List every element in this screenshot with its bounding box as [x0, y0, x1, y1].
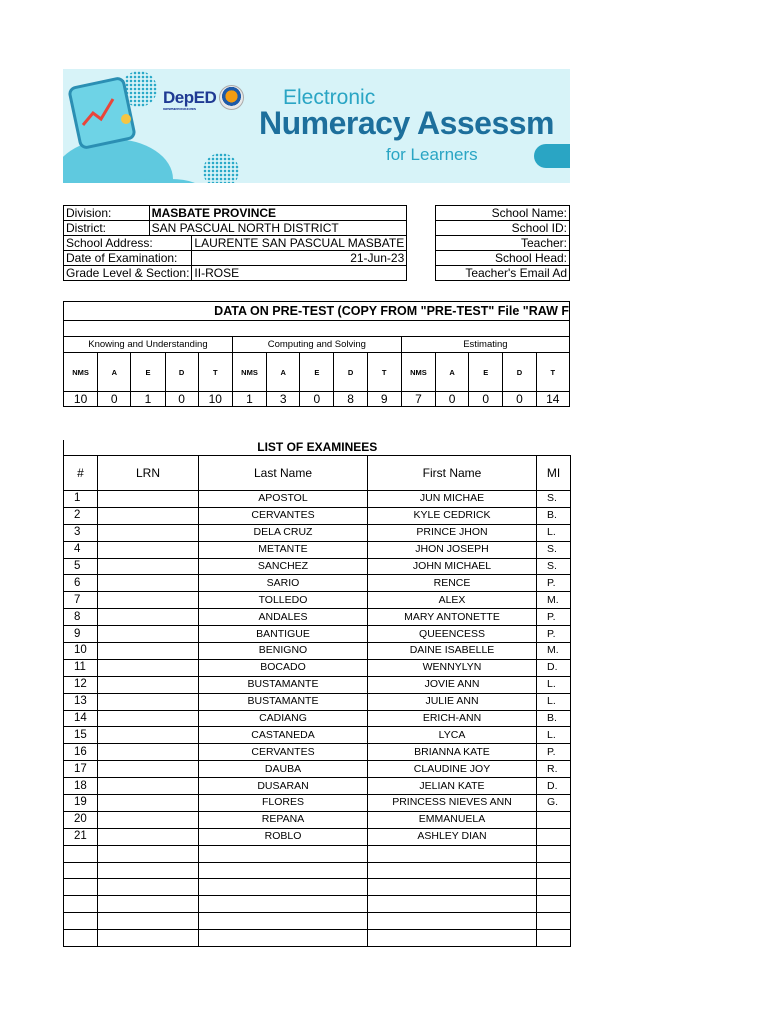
- lrn-cell[interactable]: [98, 507, 199, 524]
- mi-cell[interactable]: [537, 811, 571, 828]
- score-cell[interactable]: 7: [401, 392, 435, 407]
- first-name-cell[interactable]: JULIE ANN: [368, 693, 537, 710]
- mi-cell[interactable]: [537, 828, 571, 845]
- district-label: District:: [64, 221, 150, 236]
- header-first-name: First Name: [368, 456, 537, 491]
- header-number: #: [64, 456, 98, 491]
- table-row: [64, 507, 571, 524]
- header-banner: [63, 69, 570, 183]
- last-name-cell[interactable]: DUSARAN: [199, 778, 368, 795]
- header-last-name: Last Name: [199, 456, 368, 491]
- mi-cell[interactable]: M.: [537, 643, 571, 660]
- table-row: [64, 761, 571, 778]
- deped-seal-icon: [219, 85, 244, 110]
- row-number[interactable]: 10: [64, 643, 98, 660]
- last-name-cell[interactable]: METANTE: [199, 541, 368, 558]
- row-number[interactable]: 9: [64, 626, 98, 643]
- score-cell[interactable]: 10: [198, 392, 232, 407]
- col-label: E: [300, 353, 334, 392]
- first-name-cell[interactable]: PRINCESS NIEVES ANN: [368, 795, 537, 812]
- row-number[interactable]: 5: [64, 558, 98, 575]
- score-cell[interactable]: 9: [367, 392, 401, 407]
- first-name-cell[interactable]: WENNYLYN: [368, 659, 537, 676]
- lrn-cell[interactable]: [98, 811, 199, 828]
- table-row: [64, 896, 571, 913]
- row-number[interactable]: 7: [64, 592, 98, 609]
- first-name-cell[interactable]: EMMANUELA: [368, 811, 537, 828]
- last-name-cell[interactable]: BUSTAMANTE: [199, 693, 368, 710]
- mi-cell[interactable]: S.: [537, 558, 571, 575]
- lrn-cell[interactable]: [98, 659, 199, 676]
- row-number[interactable]: 11: [64, 659, 98, 676]
- mi-cell[interactable]: D.: [537, 659, 571, 676]
- table-row: [64, 659, 571, 676]
- first-name-cell[interactable]: ERICH-ANN: [368, 710, 537, 727]
- first-name-cell[interactable]: [368, 930, 537, 947]
- last-name-cell[interactable]: SANCHEZ: [199, 558, 368, 575]
- mi-cell[interactable]: P.: [537, 609, 571, 626]
- row-number[interactable]: 12: [64, 676, 98, 693]
- mi-cell[interactable]: M.: [537, 592, 571, 609]
- table-row: [64, 727, 571, 744]
- district-value[interactable]: SAN PASCUAL NORTH DISTRICT: [149, 221, 407, 236]
- lrn-cell[interactable]: [98, 761, 199, 778]
- last-name-cell[interactable]: FLORES: [199, 795, 368, 812]
- score-cell[interactable]: 0: [98, 392, 131, 407]
- banner-title-line1: Electronic: [283, 86, 376, 109]
- school-info-table: [63, 205, 407, 281]
- row-number[interactable]: 20: [64, 811, 98, 828]
- table-row: [64, 693, 571, 710]
- mi-cell[interactable]: [537, 879, 571, 896]
- lrn-cell[interactable]: [98, 558, 199, 575]
- lrn-cell[interactable]: [98, 879, 199, 896]
- row-number[interactable]: 3: [64, 524, 98, 541]
- lrn-cell[interactable]: [98, 541, 199, 558]
- blank-row: [64, 321, 570, 337]
- score-cell[interactable]: 8: [334, 392, 367, 407]
- score-cell[interactable]: 3: [267, 392, 300, 407]
- table-row: [64, 541, 571, 558]
- first-name-cell[interactable]: [368, 896, 537, 913]
- score-cell[interactable]: 0: [436, 392, 469, 407]
- last-name-cell[interactable]: DELA CRUZ: [199, 524, 368, 541]
- lrn-cell[interactable]: [98, 778, 199, 795]
- lrn-cell[interactable]: [98, 609, 199, 626]
- table-row: [64, 491, 571, 508]
- first-name-cell[interactable]: JELIAN KATE: [368, 778, 537, 795]
- score-cell[interactable]: 1: [232, 392, 266, 407]
- lrn-cell[interactable]: [98, 913, 199, 930]
- col-label: NMS: [232, 353, 266, 392]
- last-name-cell[interactable]: [199, 896, 368, 913]
- last-name-cell[interactable]: CADIANG: [199, 710, 368, 727]
- row-number[interactable]: 6: [64, 575, 98, 592]
- lrn-cell[interactable]: [98, 676, 199, 693]
- mi-cell[interactable]: [537, 845, 571, 862]
- last-name-cell[interactable]: SARIO: [199, 575, 368, 592]
- last-name-cell[interactable]: APOSTOL: [199, 491, 368, 508]
- lrn-cell[interactable]: [98, 575, 199, 592]
- table-row: [64, 643, 571, 660]
- mi-cell[interactable]: S.: [537, 491, 571, 508]
- mi-cell[interactable]: L.: [537, 676, 571, 693]
- last-name-cell[interactable]: [199, 862, 368, 879]
- date-label: Date of Examination:: [64, 251, 192, 266]
- first-name-cell[interactable]: ASHLEY DIAN: [368, 828, 537, 845]
- school-details-table: [435, 205, 570, 281]
- header-mi: MI: [537, 456, 571, 491]
- col-label: T: [367, 353, 401, 392]
- col-label: D: [503, 353, 536, 392]
- lrn-cell[interactable]: [98, 828, 199, 845]
- col-label: A: [267, 353, 300, 392]
- row-number[interactable]: 8: [64, 609, 98, 626]
- first-name-cell[interactable]: JHON JOSEPH: [368, 541, 537, 558]
- mi-cell[interactable]: L.: [537, 524, 571, 541]
- col-label: T: [198, 353, 232, 392]
- score-cell[interactable]: 10: [64, 392, 98, 407]
- col-label: D: [334, 353, 367, 392]
- table-row: [64, 778, 571, 795]
- banner-pill: [534, 144, 570, 168]
- first-name-cell[interactable]: [368, 845, 537, 862]
- first-name-cell[interactable]: BRIANNA KATE: [368, 744, 537, 761]
- lrn-cell[interactable]: [98, 845, 199, 862]
- first-name-cell[interactable]: [368, 862, 537, 879]
- last-name-cell[interactable]: ANDALES: [199, 609, 368, 626]
- trend-line-icon: [79, 91, 119, 131]
- table-row: [64, 558, 571, 575]
- last-name-cell[interactable]: BUSTAMANTE: [199, 676, 368, 693]
- last-name-cell[interactable]: REPANA: [199, 811, 368, 828]
- first-name-cell[interactable]: QUEENCESS: [368, 626, 537, 643]
- table-row: [64, 626, 571, 643]
- row-number[interactable]: 1: [64, 491, 98, 508]
- last-name-cell[interactable]: DAUBA: [199, 761, 368, 778]
- lrn-cell[interactable]: [98, 727, 199, 744]
- division-label: Division:: [64, 206, 150, 221]
- mi-cell[interactable]: L.: [537, 693, 571, 710]
- examinees-title: LIST OF EXAMINEES: [64, 440, 571, 456]
- first-name-cell[interactable]: MARY ANTONETTE: [368, 609, 537, 626]
- lrn-cell[interactable]: [98, 896, 199, 913]
- first-name-cell[interactable]: KYLE CEDRICK: [368, 507, 537, 524]
- teacher-email-label: Teacher's Email Ad: [436, 266, 570, 281]
- lrn-cell[interactable]: [98, 524, 199, 541]
- first-name-cell[interactable]: DAINE ISABELLE: [368, 643, 537, 660]
- col-label: T: [536, 353, 569, 392]
- mi-cell[interactable]: L.: [537, 727, 571, 744]
- category-computing: Computing and Solving: [232, 337, 401, 353]
- table-row: [64, 913, 571, 930]
- mi-cell[interactable]: [537, 862, 571, 879]
- table-row: [64, 862, 571, 879]
- row-number[interactable]: 19: [64, 795, 98, 812]
- row-number[interactable]: 21: [64, 828, 98, 845]
- mi-cell[interactable]: P.: [537, 626, 571, 643]
- row-number[interactable]: 16: [64, 744, 98, 761]
- coin-icon: [121, 114, 131, 124]
- table-row: [64, 676, 571, 693]
- lrn-cell[interactable]: [98, 626, 199, 643]
- first-name-cell[interactable]: JOVIE ANN: [368, 676, 537, 693]
- mi-cell[interactable]: B.: [537, 710, 571, 727]
- lrn-cell[interactable]: [98, 693, 199, 710]
- row-number[interactable]: 4: [64, 541, 98, 558]
- last-name-cell[interactable]: [199, 879, 368, 896]
- mi-cell[interactable]: P.: [537, 575, 571, 592]
- table-row: [64, 930, 571, 947]
- address-label: School Address:: [64, 236, 192, 251]
- table-row: [64, 609, 571, 626]
- lrn-cell[interactable]: [98, 643, 199, 660]
- table-row: [64, 811, 571, 828]
- date-value[interactable]: 21-Jun-23: [192, 251, 407, 266]
- col-label: E: [131, 353, 165, 392]
- banner-title-line2: Numeracy Assessm: [259, 105, 554, 141]
- lrn-cell[interactable]: [98, 592, 199, 609]
- teacher-label: Teacher:: [436, 236, 570, 251]
- first-name-cell[interactable]: ALEX: [368, 592, 537, 609]
- mi-cell[interactable]: [537, 913, 571, 930]
- score-cell[interactable]: 1: [131, 392, 165, 407]
- score-cell[interactable]: 0: [300, 392, 334, 407]
- col-label: E: [469, 353, 503, 392]
- row-number[interactable]: [64, 930, 98, 947]
- table-row: [64, 524, 571, 541]
- lrn-cell[interactable]: [98, 744, 199, 761]
- table-row: [64, 879, 571, 896]
- mi-cell[interactable]: G.: [537, 795, 571, 812]
- category-estimating: Estimating: [401, 337, 569, 353]
- pretest-data-table: [63, 301, 570, 407]
- table-row: [64, 592, 571, 609]
- table-row: [64, 845, 571, 862]
- mi-cell[interactable]: [537, 930, 571, 947]
- banner-title-line3: for Learners: [386, 145, 478, 164]
- last-name-cell[interactable]: CASTANEDA: [199, 727, 368, 744]
- first-name-cell[interactable]: [368, 879, 537, 896]
- score-cell[interactable]: 0: [469, 392, 503, 407]
- lrn-cell[interactable]: [98, 795, 199, 812]
- score-cell[interactable]: 0: [165, 392, 198, 407]
- division-value[interactable]: MASBATE PROVINCE: [149, 206, 407, 221]
- table-row: [64, 828, 571, 845]
- mi-cell[interactable]: D.: [537, 778, 571, 795]
- mi-cell[interactable]: R.: [537, 761, 571, 778]
- row-number[interactable]: [64, 913, 98, 930]
- lrn-cell[interactable]: [98, 491, 199, 508]
- first-name-cell[interactable]: [368, 913, 537, 930]
- last-name-cell[interactable]: BANTIGUE: [199, 626, 368, 643]
- last-name-cell[interactable]: [199, 913, 368, 930]
- school-name-label: School Name:: [436, 206, 570, 221]
- table-row: [64, 744, 571, 761]
- col-label: NMS: [64, 353, 98, 392]
- mi-cell[interactable]: P.: [537, 744, 571, 761]
- col-label: A: [436, 353, 469, 392]
- row-number[interactable]: 2: [64, 507, 98, 524]
- dot-pattern-icon: [203, 153, 239, 183]
- category-knowing: Knowing and Understanding: [64, 337, 233, 353]
- table-row: [64, 575, 571, 592]
- col-label: A: [98, 353, 131, 392]
- first-name-cell[interactable]: CLAUDINE JOY: [368, 761, 537, 778]
- school-head-label: School Head:: [436, 251, 570, 266]
- first-name-cell[interactable]: JUN MICHAE: [368, 491, 537, 508]
- row-number[interactable]: 17: [64, 761, 98, 778]
- first-name-cell[interactable]: RENCE: [368, 575, 537, 592]
- first-name-cell[interactable]: PRINCE JHON: [368, 524, 537, 541]
- school-id-label: School ID:: [436, 221, 570, 236]
- row-number[interactable]: [64, 896, 98, 913]
- row-number[interactable]: 13: [64, 693, 98, 710]
- col-label: NMS: [401, 353, 435, 392]
- row-number[interactable]: [64, 879, 98, 896]
- row-number[interactable]: [64, 845, 98, 862]
- row-number[interactable]: 14: [64, 710, 98, 727]
- last-name-cell[interactable]: BOCADO: [199, 659, 368, 676]
- address-value[interactable]: LAURENTE SAN PASCUAL MASBATE: [192, 236, 407, 251]
- score-cell[interactable]: 14: [536, 392, 569, 407]
- mi-cell[interactable]: S.: [537, 541, 571, 558]
- lrn-cell[interactable]: [98, 710, 199, 727]
- examinees-table: [63, 440, 571, 947]
- grade-value[interactable]: II-ROSE: [192, 266, 407, 281]
- grade-label: Grade Level & Section:: [64, 266, 192, 281]
- header-lrn: LRN: [98, 456, 199, 491]
- row-number[interactable]: 18: [64, 778, 98, 795]
- lrn-cell[interactable]: [98, 930, 199, 947]
- deped-logo: DepED DEPARTMENT OF EDUCATION: [163, 88, 217, 111]
- last-name-cell[interactable]: [199, 845, 368, 862]
- last-name-cell[interactable]: ROBLO: [199, 828, 368, 845]
- table-row: [64, 710, 571, 727]
- row-number[interactable]: [64, 862, 98, 879]
- last-name-cell[interactable]: [199, 930, 368, 947]
- last-name-cell[interactable]: BENIGNO: [199, 643, 368, 660]
- mi-cell[interactable]: B.: [537, 507, 571, 524]
- pretest-title: DATA ON PRE-TEST (COPY FROM "PRE-TEST" File "RAW F: [64, 302, 570, 321]
- score-cell[interactable]: 0: [503, 392, 536, 407]
- row-number[interactable]: 15: [64, 727, 98, 744]
- table-row: [64, 795, 571, 812]
- lrn-cell[interactable]: [98, 862, 199, 879]
- last-name-cell[interactable]: CERVANTES: [199, 744, 368, 761]
- last-name-cell[interactable]: CERVANTES: [199, 507, 368, 524]
- last-name-cell[interactable]: TOLLEDO: [199, 592, 368, 609]
- mi-cell[interactable]: [537, 896, 571, 913]
- col-label: D: [165, 353, 198, 392]
- first-name-cell[interactable]: JOHN MICHAEL: [368, 558, 537, 575]
- first-name-cell[interactable]: LYCA: [368, 727, 537, 744]
